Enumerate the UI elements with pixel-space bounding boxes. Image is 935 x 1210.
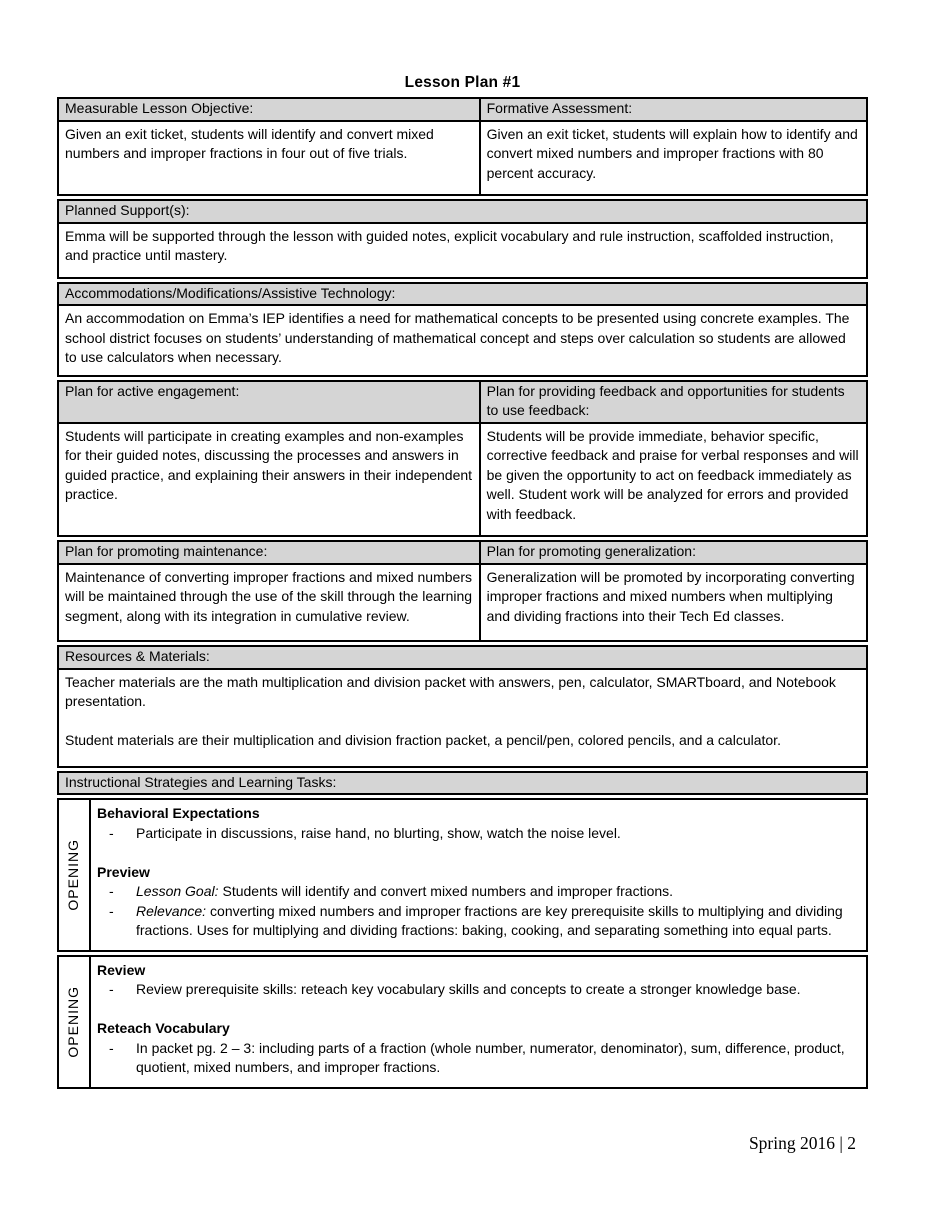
- resources-materials-text: [59, 670, 866, 766]
- section-resources-materials: [57, 645, 868, 768]
- relevance-text: converting mixed numbers and improper fractions are key prerequisite skills to multiplying and dividing fractions. Uses for multiplying and dividing fractions: baking, cooking, and separating something into equal parts.: [136, 902, 843, 938]
- page-title: Lesson Plan #1: [404, 74, 521, 91]
- opening-2-label-cell: [59, 957, 91, 1087]
- reteach-vocabulary-title: Reteach Vocabulary: [97, 1020, 230, 1036]
- review-title: Review: [97, 961, 146, 978]
- section-opening-2: [57, 955, 868, 1089]
- section-engagement-feedback: [57, 380, 868, 538]
- promoting-maintenance-text: Maintenance of converting improper fractions and mixed numbers will be maintained through the use of the skill through the learning segment, along with its integration in cumulative review.: [65, 568, 473, 624]
- opening-1-label-cell: [59, 800, 91, 950]
- section-accommodations: [57, 282, 868, 377]
- review-item: - Review prerequisite skills: reteach key vocabulary skills and concepts to create a stronger knowledge base.: [109, 980, 858, 1000]
- bullet-dash: -: [109, 902, 114, 919]
- engagement-feedback-header-row: [59, 382, 866, 424]
- planned-support-text: Emma will be supported through the lesson with guided notes, explicit vocabulary and rule instruction, scaffolded instruction, and practice until mastery.: [65, 227, 834, 263]
- formative-assessment-text: Given an exit ticket, students will explain how to identify and convert mixed numbers and improper fractions with 80 percent accuracy.: [479, 122, 866, 195]
- header-feedback-plan: Plan for providing feedback and opportunities for students to use feedback:: [479, 382, 866, 422]
- page-footer: Spring 2016 | 2: [748, 1133, 856, 1153]
- header-accommodations: Accommodations/Modifications/Assistive Technology:: [59, 284, 866, 307]
- maintenance-generalization-body-row: [59, 565, 866, 641]
- section-planned-support: [57, 199, 868, 279]
- relevance-label: Relevance:: [136, 902, 207, 919]
- section-maintenance-generalization: [57, 540, 868, 642]
- opening-1-content: [91, 800, 866, 950]
- section-instructional-strategies: [57, 771, 868, 796]
- bullet-dash: -: [109, 1039, 114, 1056]
- lesson-goal-text: Students will identify and convert mixed numbers and improper fractions.: [222, 883, 674, 899]
- bullet-dash: -: [109, 824, 114, 841]
- header-instructional-strategies: Instructional Strategies and Learning Tasks:: [59, 773, 866, 794]
- header-active-engagement: Plan for active engagement:: [59, 382, 479, 422]
- promoting-generalization-text: Generalization will be promoted by incorporating converting improper fractions and mixed numbers when multiplying and dividing fractions into their Tech Ed classes.: [479, 565, 866, 641]
- header-planned-support: Planned Support(s):: [59, 201, 866, 224]
- header-resources-materials: Resources & Materials:: [59, 647, 866, 670]
- header-formative-assessment: Formative Assessment:: [479, 99, 866, 120]
- lesson-plan-document: [57, 74, 868, 1092]
- bullet-dash: -: [109, 883, 114, 899]
- opening-2-content: [91, 957, 866, 1087]
- relevance-item: [109, 902, 858, 941]
- teacher-materials-paragraph: Teacher materials are the math multiplication and division packet with answers, pen, calculator, SMARTboard, and Notebook presentation.: [65, 673, 836, 709]
- behavioral-expectations-title: Behavioral Expectations: [97, 805, 260, 821]
- opening-2-label: OPENING: [65, 985, 82, 1058]
- lesson-goal-label: Lesson Goal:: [136, 883, 219, 899]
- header-promoting-generalization: Plan for promoting generalization:: [479, 542, 866, 563]
- opening-1-label: OPENING: [65, 838, 82, 911]
- header-measurable-lesson-objective: Measurable Lesson Objective:: [59, 99, 479, 120]
- preview-title: Preview: [97, 863, 150, 880]
- objective-assessment-body-row: [59, 122, 866, 195]
- behavioral-expectations-item: - Participate in discussions, raise hand, no blurting, show, watch the noise level.: [109, 824, 858, 844]
- section-objective-assessment: [57, 97, 868, 196]
- active-engagement-text: Students will participate in creating examples and non-examples for their guided notes, discussing the processes and answers in guided practice, and explaining their answers in their independent practice.: [65, 427, 473, 502]
- objective-assessment-header-row: [59, 99, 866, 122]
- measurable-lesson-objective-text: Given an exit ticket, students will identify and convert mixed numbers and improper fractions in four out of five trials.: [65, 125, 434, 161]
- lesson-goal-item: [109, 882, 858, 902]
- reteach-vocabulary-item: - In packet pg. 2 – 3: including parts of a fraction (whole number, numerator, denominator), sum, difference, product, quotient, mixed numbers, and improper fractions.: [109, 1039, 858, 1078]
- maintenance-generalization-header-row: [59, 542, 866, 565]
- section-opening-1: [57, 798, 868, 952]
- student-materials-paragraph: Student materials are their multiplication and division fraction packet, a pencil/pen, colored pencils, and a calculator.: [65, 732, 781, 748]
- feedback-plan-text: Students will be provide immediate, behavior specific, corrective feedback and praise for verbal responses and will be given the opportunity to act on feedback immediately as well. Student work will be analyzed for errors and provided with feedback.: [479, 424, 866, 536]
- accommodations-text: An accommodation on Emma’s IEP identifies a need for mathematical concepts to be presented using concrete examples. The school district focuses on students’ understanding of mathematical concept and steps over calculation so students are allowed to use calculators when necessary.: [65, 310, 850, 365]
- bullet-dash: -: [109, 981, 114, 997]
- engagement-feedback-body-row: [59, 424, 866, 536]
- header-promoting-maintenance: Plan for promoting maintenance:: [59, 542, 479, 563]
